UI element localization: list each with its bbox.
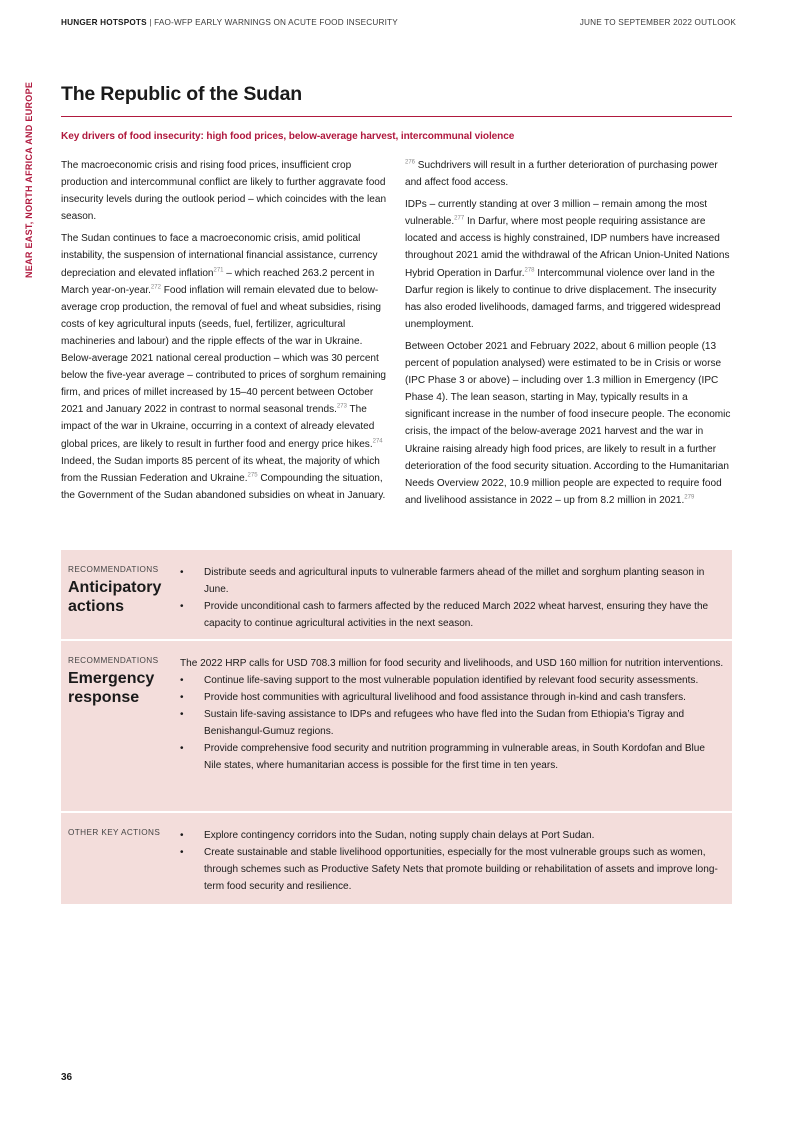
text-run: – which reached 263.2 percent in March year-on-year. [61,267,375,296]
emergency-response-content [180,655,725,774]
emergency-response-box [61,641,732,811]
text-run: drivers will result in a further deterioration of purchasing power and affect food access. [405,160,718,189]
anticipatory-actions-list [180,564,725,632]
bullet: • [180,675,184,686]
footnote-ref: 279 [684,494,695,501]
anticipatory-actions-content [180,564,725,632]
list-item-text: Create sustainable and stable livelihood opportunities, especially for the most vulnerable groups such as women, through schemes such as Productive Safety Nets that promote building or rehabilitation of assets and improve long-term food security and resilience. [204,847,718,892]
list-item [180,564,725,598]
heading-line: response [68,689,140,706]
footnote-ref: 276 [405,159,416,166]
list-item-text: Provide comprehensive food security and nutrition programming in vulnerable areas, in South Kordofan and Blue Nile states, where humanitarian access is possible for the first time in ten years. [204,743,705,771]
key-drivers-heading: Key drivers of food insecurity: high food prices, below-average harvest, intercommunal violence [61,131,515,142]
emergency-response-heading [68,669,154,707]
bullet: • [180,601,184,612]
bullet: • [180,709,184,720]
text-run: The impact of the war in Ukraine, occurring in a context of already elevated global prices, are likely to result in further food and energy price hikes. [61,404,375,450]
outlook-period: JUNE TO SEPTEMBER 2022 OUTLOOK [579,18,736,27]
recommendations-kicker: RECOMMENDATIONS [68,565,159,574]
page-title: The Republic of the Sudan [61,83,302,105]
heading-line: actions [68,598,125,615]
series-title-rest: | FAO-WFP EARLY WARNINGS ON ACUTE FOOD INSECURITY [146,18,398,27]
paragraph-macroeconomic-continued [405,157,732,191]
list-item [180,740,725,774]
footnote-ref: 277 [454,215,465,222]
list-item [180,706,725,740]
region-side-label [24,81,34,278]
text-run: The Sudan continues to face a macroeconomic crisis, amid political instability, the suspension of international financial assistance, currency depreciation and elevated inflation [61,233,378,279]
list-item-text: Provide host communities with agricultural livelihood and food assistance through in-kind and cash transfers. [204,692,686,703]
footnote-ref: 275 [247,472,258,479]
footnote-ref: 271 [213,267,224,274]
text-run: Intercommunal violence over land in the Darfur region is likely to continue to drive displacement. The insecurity has also eroded livelihoods, damaged farms, and triggered widespread unemployment. [405,267,721,330]
footnote-ref: 272 [150,284,161,291]
series-title-bold: HUNGER HOTSPOTS [61,18,147,27]
footnote-ref: 274 [372,438,383,445]
emergency-response-list [180,672,725,774]
anticipatory-actions-box [61,550,732,639]
anticipatory-actions-heading [68,578,161,616]
series-title [61,18,398,27]
other-key-actions-box [61,813,732,904]
bullet: • [180,567,184,578]
text-run: Food inflation will remain elevated due to below-average crop production, the removal of fuel and wheat subsidies, rising costs of key agricultural inputs (seeds, fuel, fertilizer, agricultural machineries and labour) and the ripple effects of the war in Ukraine. Below-average 2021 national cereal production – which was 30 percent below the five-year average – contributed to prices of sorghum remaining firm, and prices of millet increased by 15–40 percent between October 2021 and January 2022 in contrast to normal seasonal trends. [61,284,387,416]
text-run: Between October 2021 and February 2022, about 6 million people (13 percent of population analysed) were estimated to be in Crisis or worse (IPC Phase 3 or above) – including over 1.3 million in Emergency (IPC Phase 4). The lean season, starting in May, typically results in a significant increase in the number of food insecure people. The economic crisis, the impact of the below-average 2021 harvest and the war in Ukraine raising already high food prices, are likely to result in a further deterioration of the food security situation. According to the Humanitarian Needs Overview 2022, 10.9 million people are expected to require food and livelihood assistance in 2022 – up from 8.2 million in 2021. [405,340,731,506]
list-item [180,844,725,895]
list-item [180,827,725,844]
other-key-actions-kicker: OTHER KEY ACTIONS [68,828,161,837]
list-item [180,672,725,689]
body-column-left [61,157,388,509]
list-item-text: Distribute seeds and agricultural inputs to vulnerable farmers ahead of the millet and sorghum planting season in June. [204,567,705,595]
heading-line: Emergency [68,670,155,687]
paragraph-ipc [405,338,732,509]
list-item [180,598,725,632]
body-column-right [405,157,732,514]
text-run: In Darfur, where most people requiring assistance are located and access is highly constrained, IDP numbers have increased throughout 2021 amid the withdrawal of the African Union-United Nations Hybrid Operation in Darfur. [405,216,730,279]
other-key-actions-content [180,827,725,895]
bullet: • [180,847,184,858]
other-key-actions-list [180,827,725,895]
paragraph-intro: The macroeconomic crisis and rising food prices, insufficient crop production and intercommunal conflict are likely to further aggravate food insecurity levels during the outlook period – which coincides with the lean season. [61,160,387,223]
bullet: • [180,830,184,841]
text-run: Indeed, the Sudan imports 85 percent of its wheat, the majority of which from the Russian Federation and Ukraine. [61,455,380,484]
bullet: • [180,692,184,703]
heading-line: Anticipatory [68,579,162,596]
region-side-label-text: NEAR EAST, NORTH AFRICA AND EUROPE [24,81,34,278]
title-divider [61,116,732,117]
list-item-text: Sustain life-saving assistance to IDPs and refugees who have fled into the Sudan from Ethiopia’s Tigray and Benishangul-Gumuz regions. [204,709,685,737]
bullet: • [180,743,184,754]
text-run: Compounding the situation, the Government of the Sudan abandoned subsidies on wheat in January. [61,472,386,501]
text-run: IDPs – currently standing at over 3 million – remain among the most vulnerable. [405,199,708,228]
text-run: Such [415,160,441,171]
recommendations-kicker: RECOMMENDATIONS [68,656,159,665]
list-item [180,689,725,706]
paragraph-macroeconomic [61,230,388,504]
footnote-ref: 278 [524,267,535,274]
list-item-text: Explore contingency corridors into the Sudan, noting supply chain delays at Port Sudan. [204,830,595,841]
page-number: 36 [61,1072,73,1083]
emergency-response-intro: The 2022 HRP calls for USD 708.3 million for food security and livelihoods, and USD 160 million for nutrition interventions. [180,658,724,669]
list-item-text: Continue life-saving support to the most vulnerable population identified by relevant food security assessments. [204,675,699,686]
list-item-text: Provide unconditional cash to farmers affected by the reduced March 2022 wheat harvest, ensuring they have the capacity to continue agricultural activities in the next season. [204,601,709,629]
paragraph-idps [405,196,732,333]
footnote-ref: 273 [336,403,347,410]
